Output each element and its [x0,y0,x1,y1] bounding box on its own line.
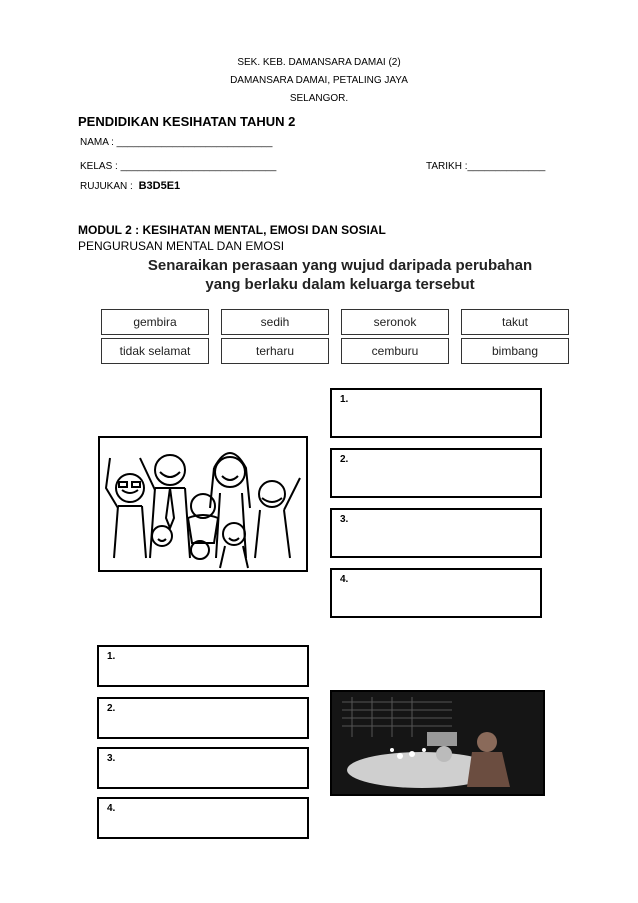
answer-box-4b[interactable] [97,797,309,839]
school-name: SEK. KEB. DAMANSARA DAMAI (2) [237,57,401,68]
rujukan-field [80,180,180,192]
school-header [0,54,638,108]
school-state: SELANGOR. [289,93,349,104]
instruction-line-2: yang berlaku dalam keluarga tersebut [205,276,475,293]
answer-box-2b[interactable] [97,697,309,739]
answer-box-1a[interactable] [330,388,542,438]
nama-field[interactable]: NAMA : ____________________________ [80,137,273,148]
subject-title: PENDIDIKAN KESIHATAN TAHUN 2 [78,114,296,129]
answer-number: 1. [340,394,349,405]
answer-box-3b[interactable] [97,747,309,789]
module-title: MODUL 2 : KESIHATAN MENTAL, EMOSI DAN SOSIAL [78,223,386,237]
answer-box-2a[interactable] [330,448,542,498]
word-bank [101,309,569,364]
answer-number: 3. [340,514,349,525]
word-takut: takut [461,309,569,335]
happy-family-illustration [98,436,308,572]
word-tidak-selamat: tidak selamat [101,338,209,364]
module-subtitle: PENGURUSAN MENTAL DAN EMOSI [78,239,285,253]
answer-number: 4. [107,803,116,814]
answer-number: 2. [107,703,116,714]
answer-box-1b[interactable] [97,645,309,687]
school-address: DAMANSARA DAMAI, PETALING JAYA [230,75,408,86]
word-cemburu: cemburu [341,338,449,364]
answer-number: 2. [340,454,349,465]
answer-number: 1. [107,651,116,662]
word-sedih: sedih [221,309,329,335]
answer-box-4a[interactable] [330,568,542,618]
answer-box-3a[interactable] [330,508,542,558]
rujukan-value: B3D5E1 [138,180,181,192]
word-gembira: gembira [101,309,209,335]
instruction [110,256,570,294]
answer-number: 3. [107,753,116,764]
rujukan-label: RUJUKAN : [80,181,133,192]
word-terharu: terharu [221,338,329,364]
word-bimbang: bimbang [461,338,569,364]
answer-number: 4. [340,574,349,585]
tarikh-field[interactable]: TARIKH :______________ [426,161,546,172]
instruction-line-1: Senaraikan perasaan yang wujud daripada perubahan [147,257,533,274]
word-seronok: seronok [341,309,449,335]
kelas-field[interactable]: KELAS : ____________________________ [80,161,277,172]
family-conflict-illustration [330,690,545,796]
